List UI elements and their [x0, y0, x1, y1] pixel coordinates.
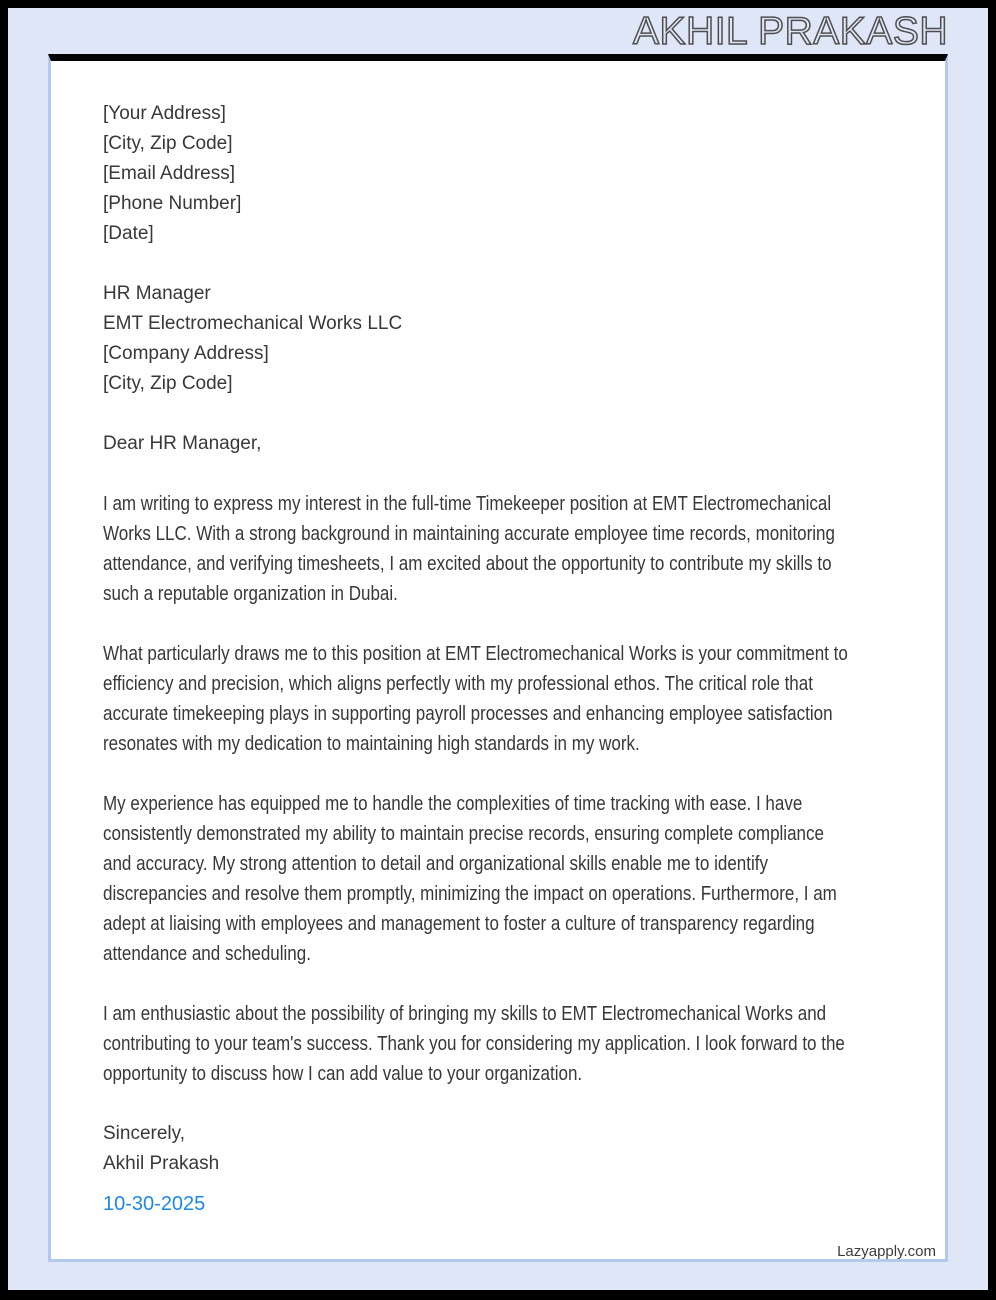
sender-date-line: [Date]	[103, 223, 154, 244]
body-paragraph-1: I am writing to express my interest in the full-time Timekeeper position at EMT Electromechanical Works LLC. With a strong background in maintaining accurate employee time records, monitoring attendance, and verifying timesheets, I am excited about the opportunity to contribute my skills to such a reputable organization in Dubai.	[103, 493, 835, 605]
lazyapply-watermark: Lazyapply.com	[837, 1243, 936, 1260]
recipient-title-line: HR Manager	[103, 283, 211, 304]
sender-address-line: [Your Address]	[103, 103, 226, 124]
body-paragraph-4: I am enthusiastic about the possibility of bringing my skills to EMT Electromechanical Works and contributing to your team's success. Thank you for considering my application. I look forward to the opportunity to discuss how I can add value to your organization.	[103, 1003, 845, 1085]
sender-email-line: [Email Address]	[103, 163, 235, 184]
signature-name: Akhil Prakash	[103, 1153, 220, 1174]
salutation: Dear HR Manager,	[103, 433, 262, 454]
sender-city-line: [City, Zip Code]	[103, 133, 233, 154]
closing-word: Sincerely,	[103, 1123, 186, 1144]
sender-phone-line: [Phone Number]	[103, 193, 242, 214]
body-paragraph-3: My experience has equipped me to handle the complexities of time tracking with ease. I have consistently demonstrated my ability to maintain precise records, ensuring complete compliance and accuracy. My strong attention to detail and organizational skills enable me to identify discrepancies and resolve them promptly, minimizing the impact on operations. Furthermore, I am adept at liaising with employees and management to foster a culture of transparency regarding attendance and scheduling.	[103, 793, 837, 965]
letter-date[interactable]: 10-30-2025	[103, 1193, 206, 1215]
closing-block	[103, 1119, 945, 1179]
letter-body	[103, 489, 851, 1089]
recipient-company-line: EMT Electromechanical Works LLC	[103, 313, 403, 334]
recipient-city-line: [City, Zip Code]	[103, 373, 233, 394]
body-paragraph-2: What particularly draws me to this position at EMT Electromechanical Works is your commitment to efficiency and precision, which aligns perfectly with my professional ethos. The critical role that accurate timekeeping plays in supporting payroll processes and enhancing employee satisfaction resonates with my dedication to maintaining high standards in my work.	[103, 643, 848, 755]
letter-sheet	[48, 54, 948, 1262]
candidate-name-header: AKHIL PRAKASH	[633, 10, 948, 53]
recipient-address-line: [Company Address]	[103, 343, 269, 364]
recipient-address-block	[103, 279, 945, 399]
sender-address-block	[103, 99, 945, 249]
